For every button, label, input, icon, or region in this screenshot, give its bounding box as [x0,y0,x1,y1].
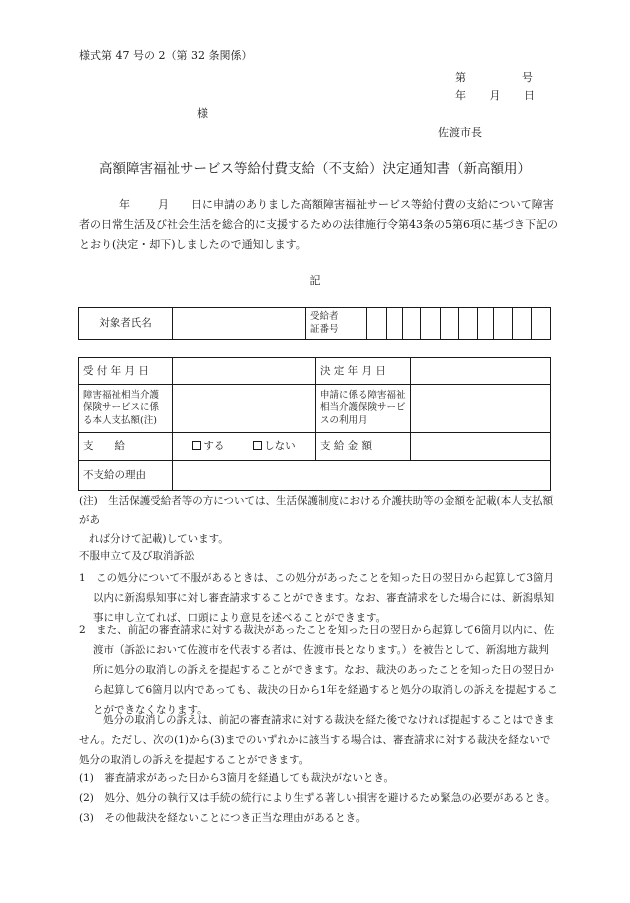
list-item: (1) 審査請求があった日から3箇月を経過しても裁決がないとき。 [79,772,395,784]
decision-date-cell [411,358,551,385]
decision-date-label: 決 定 年 月 日 [316,358,411,385]
footnote-line-2: れば分けて記載)しています。 [89,533,229,545]
cert-digit-cell [513,308,532,340]
doc-no-prefix: 第 [455,71,466,84]
appeal-heading: 不服申立て及び取消訴訟 [79,550,195,562]
self-pay-cell [173,385,316,433]
recipient-table [78,307,551,340]
service-usage-month-label: 申請に係る障害福祉相当介護保険サービスの利用月 [316,385,411,433]
issuer: 佐渡市長 [438,126,482,139]
appeal-paragraph-1: 1 この処分について不服があるときは、この処分があったことを知った日の翌日から起算して3箇月以内に新潟県知事に対し審査請求することができます。なお、審査請求をした場合には、新潟県知事に申し立てれば、口頭により意見を述べることができます。 [79,572,555,624]
non-payment-reason-cell [173,461,551,491]
issue-date [455,90,535,101]
issue-date-day: 日 [524,89,535,102]
body-text: 日に申請のありました高額障害福祉サービス等給付費の支給について障害者の日常生活及び社会生活を総合的に支援するための法律施行令第43条の5第6項に基づき下記のとおり(決定・却下)しましたので通知します。 [79,198,558,251]
appeal-exceptions-list [79,768,559,828]
recipient-name-label: 対象者氏名 [79,308,173,340]
doc-no-suffix: 号 [522,71,533,84]
service-usage-month-cell [411,385,551,433]
non-payment-reason-label: 不支給の理由 [79,461,173,491]
issue-date-year: 年 [455,89,466,102]
option-yes-label: する [203,440,225,453]
form-number: 様式第 47 号の 2（第 32 条関係） [79,49,253,62]
cert-digit-cell [367,308,387,340]
issue-date-month: 月 [489,89,501,102]
list-item: (3) その他裁決を経ないことにつき正当な理由があるとき。 [79,812,367,824]
appeal-paragraph-2: 2 また、前記の審査請求に対する裁決があったことを知った日の翌日から起算して6箇月以内に、佐渡市（訴訟において佐渡市を代表する者は、佐渡市長となります。）を被告として、新潟地方裁判所に処分の取消しの訴えを提起することができます。なお、裁決のあったことを知った日の翌日から起算して6箇月以内であっても、裁決の日から1年を経過すると処分の取消しの訴えを提起することができなくなります。 [79,624,558,716]
cert-digit-cell [421,308,441,340]
addressee: 様 [197,107,208,120]
cert-digit-cell [459,308,478,340]
self-pay-label: 障害福祉相当介護保険サービスに係る本人支払額(注) [79,385,173,433]
checkbox-yes[interactable] [192,441,201,450]
payment-amount-label: 支 給 金 額 [316,433,411,461]
cert-digit-cell [478,308,494,340]
appeal-paragraph-3: 処分の取消しの訴えは、前記の審査請求に対する裁決を経た後でなければ提起することはできません。ただし、次の(1)から(3)までのいずれかに該当する場合は、審査請求に対する裁決を経ないで処分の取消しの訴えを提起することができます。 [79,714,555,766]
application-date-cell [173,358,316,385]
recipient-name-cell [173,308,306,340]
decision-table [78,357,551,491]
certificate-number-label: 受給者 証番号 [306,308,367,340]
payment-options [173,433,316,461]
list-item: (2) 処分、処分の執行又は手続の続行により生ずる著しい損害を避けるため緊急の必要があるとき。 [79,792,556,804]
cert-digit-cell [387,308,403,340]
footnote [79,492,559,549]
payment-amount-cell [411,433,551,461]
checkbox-no[interactable] [253,441,262,450]
payment-label: 支 給 [79,433,173,461]
cert-digit-cell [441,308,459,340]
cert-digit-cell [403,308,421,340]
body-month: 月 [158,198,169,211]
cert-digit-cell [532,308,551,340]
application-date-label: 受 付 年 月 日 [79,358,173,385]
option-no-label: しない [264,440,296,453]
notice-body [79,195,559,255]
ki-heading: 記 [309,274,321,287]
document-number [455,72,533,83]
document-title: 高額障害福祉サービス等給付費支給（不支給）決定通知書（新高額用） [99,161,531,177]
footnote-line-1: (注) 生活保護受給者等の方については、生活保護制度における介護扶助等の金額を記載(本人支払額があ [79,495,554,526]
cert-digit-cell [494,308,513,340]
body-year: 年 [119,198,130,211]
